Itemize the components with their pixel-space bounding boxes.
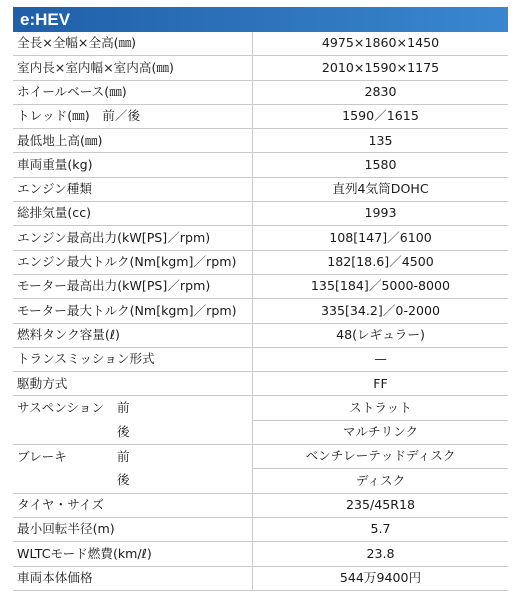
spec-row [13, 445, 508, 469]
spec-label-cell: エンジン種類 [13, 177, 253, 201]
spec-label-cell: 総排気量(cc) [13, 202, 253, 226]
spec-sheet [13, 7, 508, 591]
spec-row [13, 250, 508, 274]
spec-value: 直列4気筒DOHC [253, 177, 509, 201]
spec-label-cell: モーター最大トルク(Nm[kgm]／rpm) [13, 299, 253, 323]
spec-row [13, 299, 508, 323]
spec-row [13, 226, 508, 250]
spec-sublabel: 前 [117, 448, 130, 464]
spec-value: 1993 [253, 202, 509, 226]
spec-label-cell: 全長×全幅×全高(㎜) [13, 32, 253, 56]
spec-value: 544万9400円 [253, 566, 509, 590]
spec-value: 335[34.2]／0-2000 [253, 299, 509, 323]
spec-row [13, 323, 508, 347]
spec-label-cell: トレッド(㎜) 前／後 [13, 104, 253, 128]
spec-row [13, 372, 508, 396]
spec-sublabel: 前 [117, 400, 130, 416]
spec-value: ディスク [253, 469, 509, 493]
spec-row [13, 542, 508, 566]
spec-label-cell: エンジン最大トルク(Nm[kgm]／rpm) [13, 250, 253, 274]
spec-label-cell: 最低地上高(㎜) [13, 129, 253, 153]
spec-label-cell: モーター最高出力(kW[PS]／rpm) [13, 274, 253, 298]
spec-label-cell: ホイールベース(㎜) [13, 80, 253, 104]
spec-row [13, 493, 508, 517]
spec-label-cell: 駆動方式 [13, 372, 253, 396]
spec-value: 1590／1615 [253, 104, 509, 128]
spec-row [13, 177, 508, 201]
spec-value: 5.7 [253, 517, 509, 541]
spec-value: 182[18.6]／4500 [253, 250, 509, 274]
spec-label-cell [13, 396, 253, 420]
spec-label-cell: 車両本体価格 [13, 566, 253, 590]
spec-sublabel: 後 [117, 423, 130, 439]
spec-value: 135 [253, 129, 509, 153]
spec-row [13, 274, 508, 298]
spec-row [13, 153, 508, 177]
spec-label-cell: 室内長×室内幅×室内高(㎜) [13, 56, 253, 80]
spec-row [13, 32, 508, 56]
spec-label-cell: 最小回転半径(m) [13, 517, 253, 541]
spec-label-cell [13, 420, 253, 444]
spec-row [13, 80, 508, 104]
spec-value: 23.8 [253, 542, 509, 566]
spec-row [13, 420, 508, 444]
spec-table [13, 32, 508, 591]
spec-title: e:HEV [13, 7, 508, 32]
spec-label: ブレーキ [17, 448, 67, 464]
spec-value: FF [253, 372, 509, 396]
spec-label-cell: 車両重量(kg) [13, 153, 253, 177]
spec-row [13, 469, 508, 493]
spec-value: 4975×1860×1450 [253, 32, 509, 56]
spec-value: — [253, 347, 509, 371]
spec-value: 1580 [253, 153, 509, 177]
spec-value: 108[147]／6100 [253, 226, 509, 250]
spec-label-cell: タイヤ・サイズ [13, 493, 253, 517]
spec-label-cell: 燃料タンク容量(ℓ) [13, 323, 253, 347]
spec-label-cell: WLTCモード燃費(km/ℓ) [13, 542, 253, 566]
spec-value: マルチリンク [253, 420, 509, 444]
spec-value: 235/45R18 [253, 493, 509, 517]
spec-value: 135[184]／5000-8000 [253, 274, 509, 298]
spec-row [13, 129, 508, 153]
spec-value: 48(レギュラー) [253, 323, 509, 347]
spec-row [13, 396, 508, 420]
spec-value: 2830 [253, 80, 509, 104]
spec-value: ストラット [253, 396, 509, 420]
spec-row [13, 104, 508, 128]
spec-row [13, 202, 508, 226]
spec-row [13, 517, 508, 541]
spec-row [13, 347, 508, 371]
spec-label-cell [13, 445, 253, 469]
spec-label-cell: トランスミッション形式 [13, 347, 253, 371]
spec-label-cell [13, 469, 253, 493]
spec-sublabel: 後 [117, 472, 130, 488]
spec-label: サスペンション [17, 400, 105, 416]
spec-row [13, 56, 508, 80]
spec-value: 2010×1590×1175 [253, 56, 509, 80]
spec-value: ベンチレーテッドディスク [253, 445, 509, 469]
spec-row [13, 566, 508, 590]
spec-label-cell: エンジン最高出力(kW[PS]／rpm) [13, 226, 253, 250]
